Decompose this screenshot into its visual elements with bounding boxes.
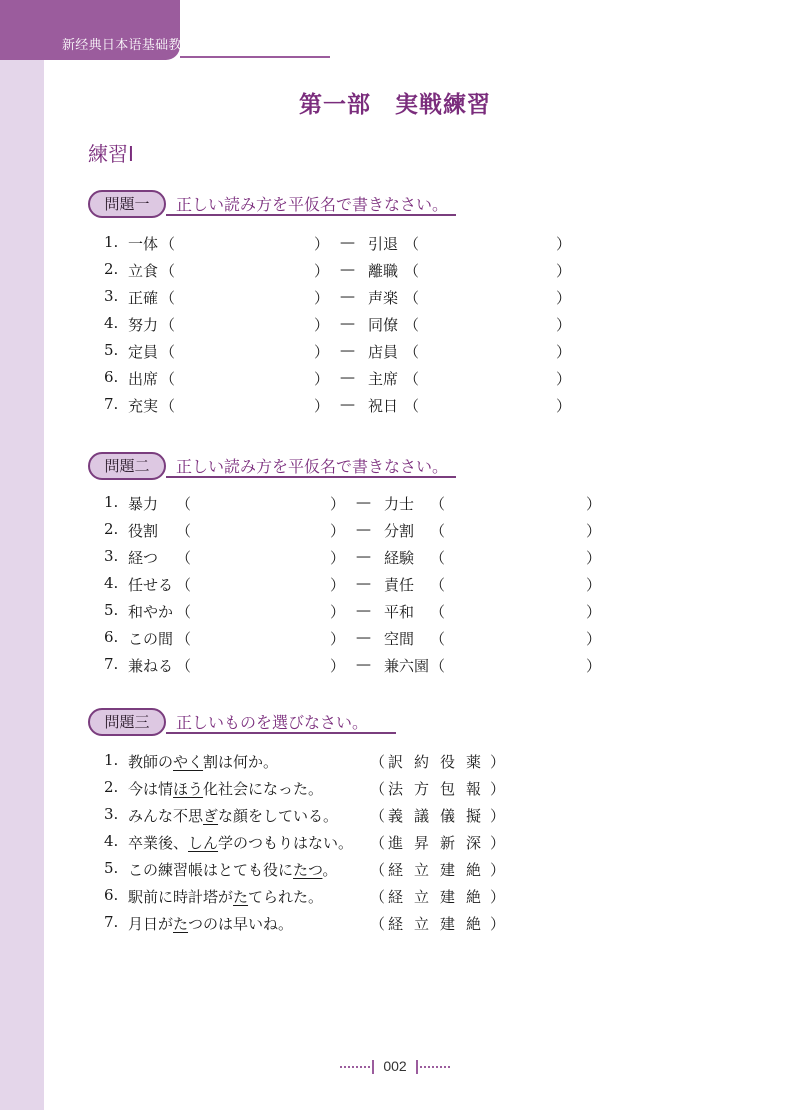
option-kanji: 擬 — [466, 807, 482, 825]
item-number: 7. — [104, 395, 119, 413]
option-kanji: 絶 — [466, 861, 482, 879]
word-left: この間 — [128, 630, 174, 648]
answer-open-left: （ — [160, 397, 176, 415]
exercise-row — [0, 913, 790, 935]
word-right: 離職 — [368, 262, 399, 280]
item-number: 1. — [104, 751, 119, 769]
option-kanji: 包 — [440, 780, 456, 798]
word-right: 空間 — [384, 630, 415, 648]
options-close: ） — [490, 834, 506, 852]
answer-close-right: ） — [556, 343, 572, 361]
answer-open-left: （ — [160, 343, 176, 361]
sentence-post: てられた。 — [248, 888, 324, 906]
word-right: 平和 — [384, 603, 415, 621]
item-number: 5. — [104, 341, 119, 359]
question-3-label: 問題三 — [88, 708, 166, 736]
answer-close-left: ） — [330, 576, 346, 594]
sentence-pre: この練習帳はとても役に — [128, 861, 294, 879]
answer-open-right: （ — [430, 549, 446, 567]
option-kanji: 絶 — [466, 915, 482, 933]
options-close: ） — [490, 888, 506, 906]
answer-open-left: （ — [176, 549, 192, 567]
answer-open-left: （ — [176, 495, 192, 513]
option-kanji: 深 — [466, 834, 482, 852]
sentence-post: 化社会になった。 — [203, 780, 324, 798]
sentence-pre: 月日が — [128, 915, 174, 933]
answer-close-left: ） — [314, 370, 330, 388]
options-close: ） — [490, 780, 506, 798]
options-close: ） — [490, 915, 506, 933]
options-close: ） — [490, 861, 506, 879]
option-kanji: 立 — [414, 915, 430, 933]
sentence — [128, 805, 338, 826]
sentence — [128, 913, 293, 934]
question-2-label: 問題二 — [88, 452, 166, 480]
dash: — — [356, 547, 371, 565]
options-open: （ — [370, 861, 386, 879]
option-kanji: 絶 — [466, 888, 482, 906]
sentence-pre: 駅前に時計塔が — [128, 888, 234, 906]
dash: — — [356, 493, 371, 511]
option-kanji: 進 — [388, 834, 404, 852]
answer-open-right: （ — [404, 343, 420, 361]
answer-open-left: （ — [176, 603, 192, 621]
sentence-pre: 教師の — [128, 753, 174, 771]
exercise-row — [0, 886, 790, 908]
item-number: 2. — [104, 260, 119, 278]
answer-open-left: （ — [160, 235, 176, 253]
word-left: 兼ねる — [128, 657, 174, 675]
underlined-reading: た — [173, 915, 189, 933]
answer-close-right: ） — [586, 495, 602, 513]
sentence-post: つのは早いね。 — [188, 915, 294, 933]
question-1-instruction: 正しい読み方を平仮名で書きなさい。 — [176, 195, 449, 214]
word-right: 責任 — [384, 576, 415, 594]
sentence-pre: 今は情 — [128, 780, 174, 798]
sentence-pre: みんな不思 — [128, 807, 204, 825]
word-left: 正確 — [128, 289, 159, 307]
answer-close-right: ） — [586, 657, 602, 675]
answer-close-left: ） — [330, 549, 346, 567]
answer-close-right: ） — [556, 262, 572, 280]
sentence-post: 。 — [322, 861, 338, 879]
dash: — — [356, 655, 371, 673]
section-title: 練習Ⅰ — [88, 142, 134, 166]
answer-close-right: ） — [586, 522, 602, 540]
exercise-row — [0, 260, 790, 282]
word-left: 経つ — [128, 549, 159, 567]
answer-close-right: ） — [556, 370, 572, 388]
answer-open-right: （ — [430, 495, 446, 513]
word-left: 任せる — [128, 576, 174, 594]
answer-open-left: （ — [176, 576, 192, 594]
header-rule — [180, 56, 330, 58]
answer-open-right: （ — [404, 316, 420, 334]
answer-open-left: （ — [160, 262, 176, 280]
exercise-row — [0, 395, 790, 417]
answer-open-right: （ — [404, 370, 420, 388]
option-kanji: 立 — [414, 861, 430, 879]
answer-open-right: （ — [404, 289, 420, 307]
dash: — — [356, 601, 371, 619]
exercise-row — [0, 547, 790, 569]
option-kanji: 訳 — [388, 753, 404, 771]
sentence-pre: 卒業後、 — [128, 834, 189, 852]
word-right: 祝日 — [368, 397, 399, 415]
item-number: 5. — [104, 859, 119, 877]
item-number: 4. — [104, 832, 119, 850]
option-kanji: 経 — [388, 861, 404, 879]
word-left: 定員 — [128, 343, 159, 361]
answer-close-left: ） — [330, 603, 346, 621]
word-right: 分割 — [384, 522, 415, 540]
options-close: ） — [490, 753, 506, 771]
option-kanji: 義 — [388, 807, 404, 825]
underlined-reading: ぎ — [203, 807, 219, 825]
option-kanji: 方 — [414, 780, 430, 798]
options-open: （ — [370, 915, 386, 933]
answer-open-right: （ — [404, 235, 420, 253]
dash: — — [340, 287, 355, 305]
sentence — [128, 859, 337, 880]
answer-open-right: （ — [430, 657, 446, 675]
footer-dots-right — [420, 1066, 450, 1068]
word-left: 暴力 — [128, 495, 159, 513]
exercise-row — [0, 628, 790, 650]
question-3-instruction: 正しいものを選びなさい。 — [176, 713, 369, 732]
exercise-row — [0, 859, 790, 881]
underlined-reading: ほう — [173, 780, 204, 798]
sentence — [128, 778, 323, 799]
word-right: 経験 — [384, 549, 415, 567]
options-close: ） — [490, 807, 506, 825]
answer-open-right: （ — [404, 262, 420, 280]
answer-close-right: ） — [556, 316, 572, 334]
option-kanji: 建 — [440, 915, 456, 933]
answer-close-right: ） — [586, 576, 602, 594]
exercise-row — [0, 751, 790, 773]
option-kanji: 経 — [388, 915, 404, 933]
answer-close-right: ） — [586, 630, 602, 648]
sentence — [128, 751, 278, 772]
word-right: 兼六園 — [384, 657, 430, 675]
item-number: 4. — [104, 574, 119, 592]
answer-close-right: ） — [556, 289, 572, 307]
exercise-row — [0, 314, 790, 336]
dash: — — [340, 368, 355, 386]
underlined-reading: た — [233, 888, 249, 906]
options-open: （ — [370, 807, 386, 825]
word-left: 努力 — [128, 316, 159, 334]
exercise-row — [0, 655, 790, 677]
answer-open-right: （ — [430, 522, 446, 540]
word-right: 主席 — [368, 370, 399, 388]
word-right: 店員 — [368, 343, 399, 361]
answer-close-right: ） — [586, 549, 602, 567]
answer-close-right: ） — [556, 235, 572, 253]
answer-close-left: ） — [314, 289, 330, 307]
option-kanji: 建 — [440, 861, 456, 879]
sentence-post: 割は何か。 — [203, 753, 279, 771]
dash: — — [340, 314, 355, 332]
options-open: （ — [370, 888, 386, 906]
dash: — — [340, 341, 355, 359]
exercise-row — [0, 233, 790, 255]
sentence — [128, 832, 353, 853]
item-number: 2. — [104, 778, 119, 796]
option-kanji: 建 — [440, 888, 456, 906]
question-2-instruction: 正しい読み方を平仮名で書きなさい。 — [176, 457, 449, 476]
exercise-row — [0, 832, 790, 854]
option-kanji: 役 — [440, 753, 456, 771]
word-left: 和やか — [128, 603, 174, 621]
exercise-row — [0, 601, 790, 623]
sentence-post: な顔をしている。 — [218, 807, 339, 825]
word-right: 引退 — [368, 235, 399, 253]
item-number: 3. — [104, 287, 119, 305]
underlined-reading: しん — [188, 834, 219, 852]
item-number: 7. — [104, 913, 119, 931]
word-right: 力士 — [384, 495, 415, 513]
option-kanji: 約 — [414, 753, 430, 771]
exercise-row — [0, 287, 790, 309]
answer-open-right: （ — [430, 576, 446, 594]
option-kanji: 議 — [414, 807, 430, 825]
answer-close-right: ） — [586, 603, 602, 621]
item-number: 6. — [104, 628, 119, 646]
dash: — — [340, 260, 355, 278]
option-kanji: 薬 — [466, 753, 482, 771]
option-kanji: 法 — [388, 780, 404, 798]
exercise-row — [0, 805, 790, 827]
exercise-row — [0, 341, 790, 363]
option-kanji: 新 — [440, 834, 456, 852]
answer-close-left: ） — [314, 397, 330, 415]
exercise-row — [0, 493, 790, 515]
exercise-row — [0, 368, 790, 390]
option-kanji: 儀 — [440, 807, 456, 825]
word-right: 声楽 — [368, 289, 399, 307]
answer-close-left: ） — [330, 657, 346, 675]
book-title: 新经典日本语基础教程第三册同步练习册 第二版 — [62, 38, 355, 53]
option-kanji: 昇 — [414, 834, 430, 852]
sentence-post: 学のつもりはない。 — [218, 834, 354, 852]
answer-close-left: ） — [330, 495, 346, 513]
exercise-row — [0, 778, 790, 800]
answer-open-left: （ — [176, 657, 192, 675]
options-open: （ — [370, 780, 386, 798]
answer-open-right: （ — [404, 397, 420, 415]
word-left: 一体 — [128, 235, 159, 253]
options-open: （ — [370, 753, 386, 771]
word-right: 同僚 — [368, 316, 399, 334]
options-open: （ — [370, 834, 386, 852]
dash: — — [340, 233, 355, 251]
item-number: 1. — [104, 493, 119, 511]
page-number: 002 — [383, 1058, 407, 1074]
answer-open-left: （ — [160, 316, 176, 334]
dash: — — [356, 574, 371, 592]
answer-open-left: （ — [176, 522, 192, 540]
item-number: 4. — [104, 314, 119, 332]
question-1-label: 問題一 — [88, 190, 166, 218]
word-left: 充実 — [128, 397, 159, 415]
item-number: 6. — [104, 368, 119, 386]
item-number: 3. — [104, 805, 119, 823]
answer-close-left: ） — [314, 262, 330, 280]
option-kanji: 報 — [466, 780, 482, 798]
item-number: 5. — [104, 601, 119, 619]
page-title: 第一部 実戦練習 — [299, 92, 491, 118]
answer-open-left: （ — [176, 630, 192, 648]
underlined-reading: やく — [173, 753, 204, 771]
word-left: 出席 — [128, 370, 159, 388]
underlined-reading: たつ — [293, 861, 323, 879]
sentence — [128, 886, 323, 907]
exercise-row — [0, 574, 790, 596]
answer-open-right: （ — [430, 603, 446, 621]
item-number: 6. — [104, 886, 119, 904]
exercise-row — [0, 520, 790, 542]
answer-open-left: （ — [160, 370, 176, 388]
word-left: 役割 — [128, 522, 159, 540]
answer-open-right: （ — [430, 630, 446, 648]
item-number: 1. — [104, 233, 119, 251]
item-number: 2. — [104, 520, 119, 538]
word-left: 立食 — [128, 262, 159, 280]
item-number: 7. — [104, 655, 119, 673]
dash: — — [356, 628, 371, 646]
dash: — — [356, 520, 371, 538]
item-number: 3. — [104, 547, 119, 565]
answer-close-left: ） — [314, 316, 330, 334]
answer-open-left: （ — [160, 289, 176, 307]
footer-bar-right — [416, 1060, 418, 1074]
answer-close-left: ） — [330, 630, 346, 648]
option-kanji: 立 — [414, 888, 430, 906]
option-kanji: 経 — [388, 888, 404, 906]
answer-close-left: ） — [330, 522, 346, 540]
answer-close-left: ） — [314, 235, 330, 253]
answer-close-left: ） — [314, 343, 330, 361]
answer-close-right: ） — [556, 397, 572, 415]
page-footer — [340, 1058, 450, 1078]
dash: — — [340, 395, 355, 413]
